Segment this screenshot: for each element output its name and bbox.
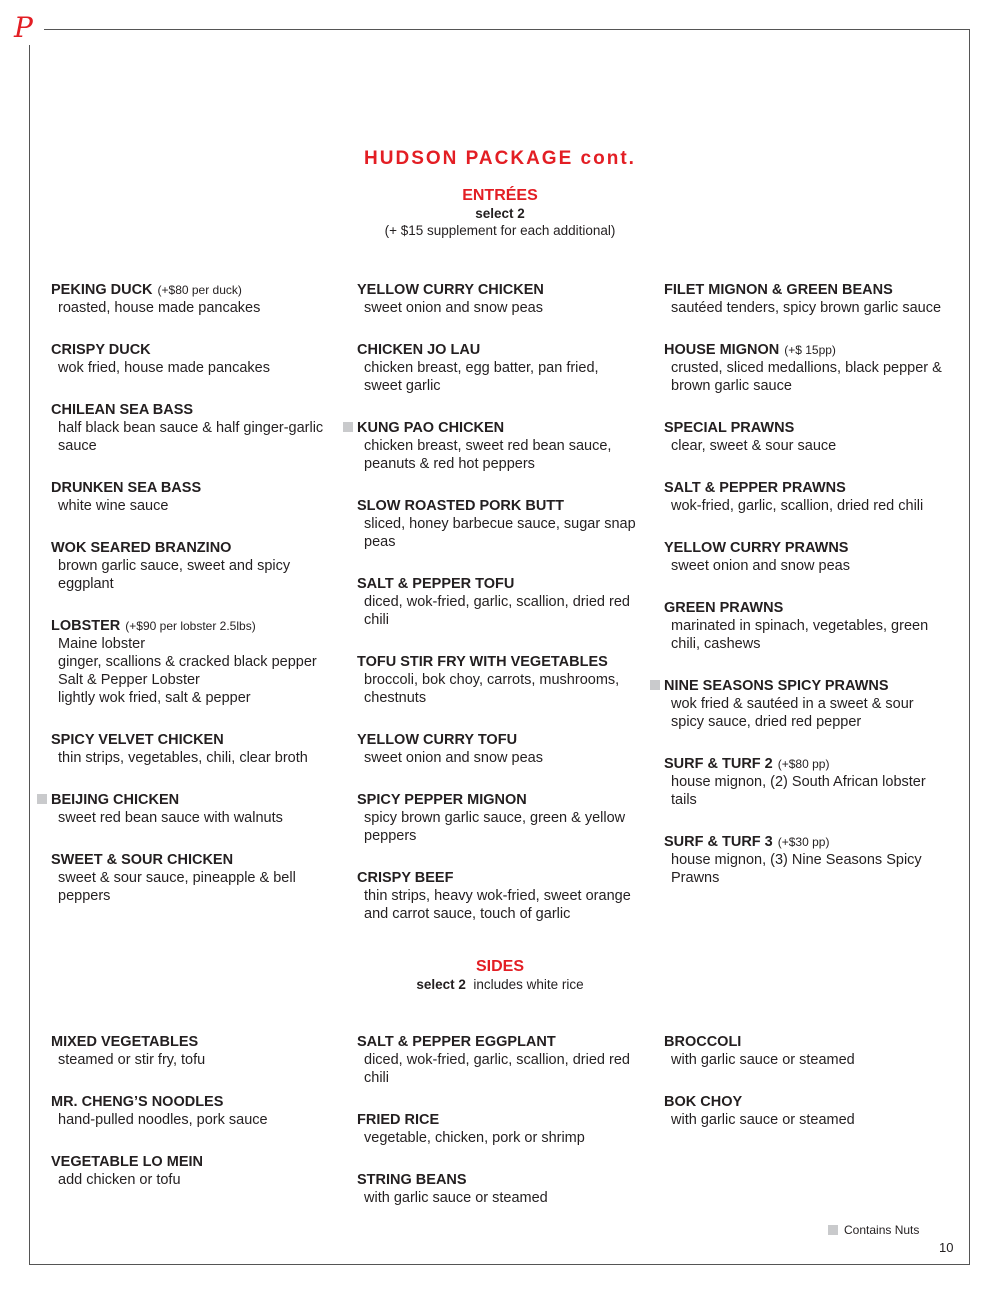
menu-item-title: SURF & TURF 3 — [664, 834, 773, 850]
menu-item-name — [51, 851, 341, 869]
menu-item-title: FILET MIGNON & GREEN BEANS — [664, 282, 893, 298]
menu-item — [51, 1093, 341, 1129]
menu-item-description: sauce — [58, 438, 97, 454]
menu-item-description: with garlic sauce or steamed — [671, 1112, 855, 1128]
menu-item-name — [664, 677, 954, 695]
menu-item-price: (+$80 per duck) — [157, 283, 242, 297]
menu-item-description: crusted, sliced medallions, black pepper & — [671, 360, 942, 376]
menu-item-name — [357, 497, 647, 515]
menu-item-title: SALT & PEPPER PRAWNS — [664, 480, 846, 496]
menu-item — [357, 731, 647, 767]
menu-item-name — [357, 419, 647, 437]
menu-item-description: sweet onion and snow peas — [671, 558, 850, 574]
menu-item-title: SPICY VELVET CHICKEN — [51, 732, 224, 748]
menu-item-description: lightly wok fried, salt & pepper — [58, 690, 251, 706]
menu-item-description: chestnuts — [364, 690, 427, 706]
menu-item — [357, 791, 647, 845]
menu-item — [357, 419, 647, 473]
menu-item-description: chicken breast, sweet red bean sauce, — [364, 438, 612, 454]
menu-item-name — [51, 1153, 341, 1171]
menu-item-title: SALT & PEPPER EGGPLANT — [357, 1034, 556, 1050]
menu-item-name — [664, 755, 954, 773]
menu-item-description: clear, sweet & sour sauce — [671, 438, 837, 454]
nuts-legend — [828, 1223, 919, 1237]
menu-item — [664, 1093, 954, 1129]
menu-item-description: peppers — [58, 888, 111, 904]
menu-item-name — [664, 419, 954, 437]
menu-item-name — [51, 791, 341, 809]
menu-item-description: Prawns — [671, 870, 720, 886]
menu-item — [664, 419, 954, 455]
menu-item-name — [51, 281, 341, 299]
menu-item-name — [357, 1111, 647, 1129]
menu-item-name — [51, 1033, 341, 1051]
menu-item-name — [357, 869, 647, 887]
menu-item-description: peanuts & red hot peppers — [364, 456, 535, 472]
menu-item-price: (+$30 pp) — [777, 835, 830, 849]
menu-item — [664, 1033, 954, 1069]
entrees-select: select 2 — [475, 206, 525, 221]
menu-item — [664, 833, 954, 887]
menu-item-description: wok fried & sautéed in a sweet & sour — [671, 696, 914, 712]
menu-item-description: diced, wok-fried, garlic, scallion, dried red — [364, 594, 630, 610]
menu-item-title: CRISPY DUCK — [51, 342, 151, 358]
menu-item — [51, 341, 341, 377]
menu-item-description: house mignon, (3) Nine Seasons Spicy — [671, 852, 922, 868]
menu-item-description: with garlic sauce or steamed — [671, 1052, 855, 1068]
menu-item-description: tails — [671, 792, 697, 808]
menu-item — [664, 479, 954, 515]
menu-item — [51, 479, 341, 515]
menu-item-name — [357, 341, 647, 359]
menu-item-description: spicy brown garlic sauce, green & yellow — [364, 810, 626, 826]
menu-item — [357, 1111, 647, 1147]
menu-item-description: sliced, honey barbecue sauce, sugar snap — [364, 516, 636, 532]
page-number: 10 — [939, 1240, 954, 1255]
menu-item-name — [357, 731, 647, 749]
menu-item-description: chili — [364, 1070, 389, 1086]
menu-item-name — [664, 479, 954, 497]
menu-item-title: SPECIAL PRAWNS — [664, 420, 795, 436]
menu-item-title: SLOW ROASTED PORK BUTT — [357, 498, 565, 514]
menu-item-name — [51, 617, 341, 635]
menu-item-title: CRISPY BEEF — [357, 870, 454, 886]
entrees-header — [0, 187, 1000, 239]
menu-item-description: peppers — [364, 828, 417, 844]
menu-item-name — [357, 575, 647, 593]
menu-item-title: YELLOW CURRY TOFU — [357, 732, 518, 748]
menu-item-title: SALT & PEPPER TOFU — [357, 576, 515, 592]
menu-item-title: NINE SEASONS SPICY PRAWNS — [664, 678, 889, 694]
logo: P — [14, 11, 33, 44]
menu-item-description: wok-fried, garlic, scallion, dried red chili — [671, 498, 924, 514]
menu-item — [357, 869, 647, 923]
menu-item — [51, 281, 341, 317]
menu-item-description: half black bean sauce & half ginger-garlic — [58, 420, 324, 436]
menu-item-title: LOBSTER — [51, 618, 121, 634]
menu-item-description: sweet & sour sauce, pineapple & bell — [58, 870, 296, 886]
menu-item-price: (+$80 pp) — [777, 757, 830, 771]
contains-nuts-marker — [343, 422, 353, 432]
menu-item-description: broccoli, bok choy, carrots, mushrooms, — [364, 672, 620, 688]
menu-item-name — [664, 539, 954, 557]
menu-item-name — [664, 1093, 954, 1111]
menu-item — [357, 281, 647, 317]
sides-select: select 2 includes white rice — [416, 977, 584, 992]
menu-item-title: PEKING DUCK — [51, 282, 153, 298]
entrees-column-1 — [51, 281, 341, 929]
top-rule — [44, 29, 970, 30]
menu-item-description: spicy sauce, dried red pepper — [671, 714, 862, 730]
menu-item-title: STRING BEANS — [357, 1172, 467, 1188]
menu-item-description: eggplant — [58, 576, 114, 592]
menu-item — [357, 497, 647, 551]
menu-item-title: WOK SEARED BRANZINO — [51, 540, 232, 556]
menu-item-description: house mignon, (2) South African lobster — [671, 774, 926, 790]
menu-item-description: chicken breast, egg batter, pan fried, — [364, 360, 599, 376]
menu-item-title: BEIJING CHICKEN — [51, 792, 180, 808]
menu-item-description: Maine lobster — [58, 636, 146, 652]
menu-item-title: CHICKEN JO LAU — [357, 342, 481, 358]
menu-item-name — [51, 1093, 341, 1111]
menu-item — [357, 341, 647, 395]
menu-item-name — [357, 653, 647, 671]
entrees-supplement: (+ $15 supplement for each additional) — [384, 223, 616, 238]
menu-item — [51, 791, 341, 827]
menu-item-description: steamed or stir fry, tofu — [58, 1052, 206, 1068]
menu-item-description: Salt & Pepper Lobster — [58, 672, 200, 688]
menu-item-title: MR. CHENG’S NOODLES — [51, 1094, 224, 1110]
menu-item-description: thin strips, vegetables, chili, clear broth — [58, 750, 308, 766]
menu-item-name — [51, 341, 341, 359]
menu-item-description: chili, cashews — [671, 636, 761, 652]
contains-nuts-marker — [650, 680, 660, 690]
menu-item-description: vegetable, chicken, pork or shrimp — [364, 1130, 585, 1146]
menu-item-description: brown garlic sauce, sweet and spicy — [58, 558, 291, 574]
menu-item-title: MIXED VEGETABLES — [51, 1034, 199, 1050]
menu-item — [664, 677, 954, 731]
menu-item — [51, 401, 341, 455]
menu-item-title: SWEET & SOUR CHICKEN — [51, 852, 234, 868]
menu-item-description: add chicken or tofu — [58, 1172, 181, 1188]
menu-item — [664, 341, 954, 395]
menu-item-description: sweet red bean sauce with walnuts — [58, 810, 283, 826]
menu-item — [51, 617, 341, 707]
menu-item-title: YELLOW CURRY CHICKEN — [357, 282, 544, 298]
menu-item-price: (+$ 15pp) — [784, 343, 836, 357]
entrees-column-2 — [357, 281, 647, 947]
menu-item-description: sweet garlic — [364, 378, 441, 394]
menu-item-name — [357, 1171, 647, 1189]
menu-item-title: KUNG PAO CHICKEN — [357, 420, 505, 436]
menu-item — [51, 1153, 341, 1189]
menu-item-title: DRUNKEN SEA BASS — [51, 480, 202, 496]
menu-item-title: SPICY PEPPER MIGNON — [357, 792, 527, 808]
menu-item-title: HOUSE MIGNON — [664, 342, 780, 358]
menu-item-description: sautéed tenders, spicy brown garlic sauce — [671, 300, 942, 316]
menu-item-name — [664, 1033, 954, 1051]
menu-item-title: CHILEAN SEA BASS — [51, 402, 194, 418]
menu-item-description: marinated in spinach, vegetables, green — [671, 618, 929, 634]
menu-item-description: ginger, scallions & cracked black pepper — [58, 654, 317, 670]
sides-column-3 — [664, 1033, 954, 1153]
menu-item-name — [51, 539, 341, 557]
menu-item — [664, 599, 954, 653]
menu-item — [664, 539, 954, 575]
menu-item — [51, 1033, 341, 1069]
menu-item-name — [357, 1033, 647, 1051]
sides-column-2 — [357, 1033, 647, 1231]
menu-item-name — [51, 479, 341, 497]
menu-item-title: BROCCOLI — [664, 1034, 742, 1050]
menu-item-description: wok fried, house made pancakes — [58, 360, 270, 376]
menu-item-title: GREEN PRAWNS — [664, 600, 784, 616]
menu-item-name — [664, 599, 954, 617]
entrees-column-3 — [664, 281, 954, 911]
menu-item-description: with garlic sauce or steamed — [364, 1190, 548, 1206]
nuts-legend-label: Contains Nuts — [844, 1223, 920, 1237]
menu-item-description: hand-pulled noodles, pork sauce — [58, 1112, 268, 1128]
nuts-legend-swatch — [828, 1225, 838, 1235]
menu-item-description: brown garlic sauce — [671, 378, 792, 394]
menu-item-title: BOK CHOY — [664, 1094, 743, 1110]
menu-item-name — [664, 833, 954, 851]
entrees-title: ENTRÉES — [462, 187, 538, 204]
menu-item-description: sweet onion and snow peas — [364, 750, 543, 766]
menu-item — [357, 1171, 647, 1207]
sides-header — [0, 958, 1000, 993]
menu-item-description: diced, wok-fried, garlic, scallion, dried red — [364, 1052, 630, 1068]
menu-item-name — [51, 731, 341, 749]
menu-item-name — [357, 281, 647, 299]
menu-item-description: sweet onion and snow peas — [364, 300, 543, 316]
menu-item-title: YELLOW CURRY PRAWNS — [664, 540, 849, 556]
menu-item — [357, 575, 647, 629]
menu-item-description: and carrot sauce, touch of garlic — [364, 906, 571, 922]
menu-item — [357, 1033, 647, 1087]
menu-item-name — [357, 791, 647, 809]
menu-item-name — [664, 281, 954, 299]
menu-item-title: FRIED RICE — [357, 1112, 440, 1128]
menu-item-description: chili — [364, 612, 389, 628]
menu-item — [357, 653, 647, 707]
menu-item-name — [51, 401, 341, 419]
menu-item — [664, 755, 954, 809]
page-title: HUDSON PACKAGE cont. — [364, 148, 636, 169]
menu-item-description: thin strips, heavy wok-fried, sweet orange — [364, 888, 631, 904]
menu-item — [51, 539, 341, 593]
menu-item-title: VEGETABLE LO MEIN — [51, 1154, 203, 1170]
menu-item-title: SURF & TURF 2 — [664, 756, 773, 772]
menu-item-price: (+$90 per lobster 2.5lbs) — [125, 619, 256, 633]
sides-title: SIDES — [475, 958, 524, 975]
contains-nuts-marker — [37, 794, 47, 804]
menu-item-description: roasted, house made pancakes — [58, 300, 261, 316]
menu-item-description: peas — [364, 534, 396, 550]
menu-item-description: white wine sauce — [58, 498, 169, 514]
bottom-rule — [29, 1264, 970, 1265]
menu-item — [51, 851, 341, 905]
sides-column-1 — [51, 1033, 341, 1213]
menu-item — [51, 731, 341, 767]
menu-item-title: TOFU STIR FRY WITH VEGETABLES — [357, 654, 608, 670]
menu-item — [664, 281, 954, 317]
menu-item-name — [664, 341, 954, 359]
